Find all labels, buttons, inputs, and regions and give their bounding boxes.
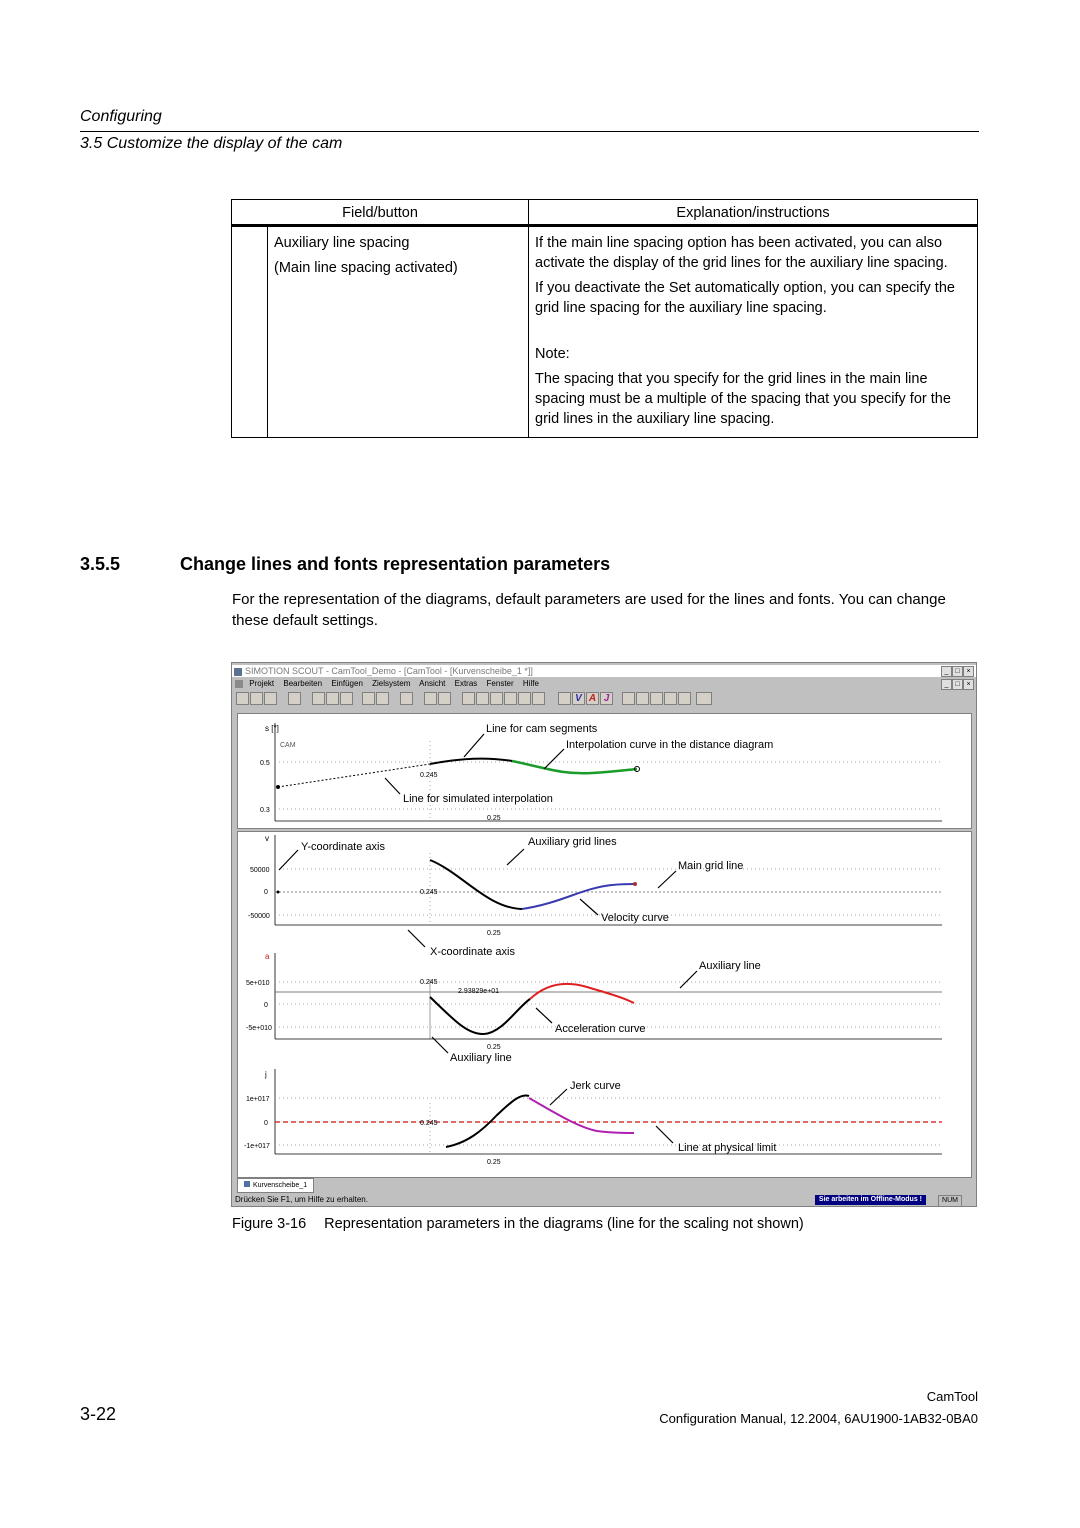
d4-ytick-bottom: -1e+017 bbox=[244, 1143, 270, 1150]
field-condition: (Main line spacing activated) bbox=[274, 260, 458, 276]
accel-view-icon[interactable]: A bbox=[586, 692, 599, 705]
arrow-icon bbox=[279, 850, 298, 870]
section-heading: 3.5 Customize the display of the cam bbox=[80, 135, 343, 152]
doc-maximize-icon[interactable]: □ bbox=[952, 679, 963, 690]
ann-cam-segments: Line for cam segments bbox=[486, 723, 598, 735]
d2-unit: v bbox=[265, 834, 269, 843]
tab-kurvenscheibe[interactable]: Kurvenscheibe_1 bbox=[237, 1178, 314, 1193]
window-title: SIMOTION SCOUT - CamTool_Demo - [CamTool - [Kurvenscheibe_1 *]] bbox=[245, 666, 533, 676]
d1-x-mark: 0.245 bbox=[420, 772, 438, 779]
offline-mode-indicator: Sie arbeiten im Offline-Modus ! bbox=[815, 1195, 926, 1205]
ann-velocity: Velocity curve bbox=[601, 912, 669, 924]
ann-physical-limit: Line at physical limit bbox=[678, 1142, 777, 1154]
ann-acceleration: Acceleration curve bbox=[555, 1023, 646, 1035]
velocity-curve-blue bbox=[522, 884, 635, 909]
menu-projekt[interactable]: Projekt bbox=[249, 679, 275, 688]
d2-x-tick: 0.25 bbox=[487, 930, 501, 937]
jerk-curve-black bbox=[446, 1095, 529, 1147]
arrow-icon bbox=[550, 1089, 567, 1105]
figure-caption bbox=[232, 1216, 804, 1232]
d2-end-point bbox=[633, 882, 637, 886]
d1-unit: s [°] bbox=[265, 724, 279, 733]
velocity-view-icon[interactable]: V bbox=[572, 692, 585, 705]
d4-x-mark: 0.245 bbox=[420, 1120, 438, 1127]
arrow-icon bbox=[536, 1008, 552, 1023]
velocity-curve-black bbox=[430, 860, 522, 909]
arrow-icon bbox=[464, 734, 484, 757]
arrow-icon bbox=[408, 930, 425, 947]
ann-main-grid: Main grid line bbox=[678, 860, 744, 872]
note-text: The spacing that you specify for the grid lines in the main line spacing must be a multiple of the spacing that you specify for the grid lines in the auxiliary line spacing. bbox=[535, 371, 951, 427]
arrow-icon bbox=[658, 871, 676, 888]
d4-ytick-top: 1e+017 bbox=[246, 1096, 270, 1103]
explanation-para-1: If the main line spacing option has been activated, you can also activate the display of the grid lines for the auxiliary line spacing. bbox=[535, 235, 948, 271]
d3-ytick-top: 5e+010 bbox=[246, 980, 270, 987]
d2-ytick-mid: 0 bbox=[264, 889, 268, 896]
arrow-icon bbox=[507, 849, 524, 865]
field-cell bbox=[268, 226, 529, 438]
num-lock-indicator: NUM bbox=[938, 1195, 962, 1207]
d1-cam-label: CAM bbox=[280, 742, 296, 749]
doc-minimize-icon[interactable]: _ bbox=[941, 679, 952, 690]
d3-ytick-bottom: -5e+010 bbox=[246, 1025, 272, 1032]
maximize-icon[interactable]: □ bbox=[952, 666, 963, 677]
footer-product: CamTool bbox=[926, 1389, 978, 1404]
field-name: Auxiliary line spacing bbox=[274, 235, 410, 251]
d2-x-mark: 0.245 bbox=[420, 889, 438, 896]
jerk-curve-purple bbox=[529, 1098, 634, 1133]
d1-ytick-top: 0.5 bbox=[260, 760, 270, 767]
col-header-explanation: Explanation/instructions bbox=[529, 200, 978, 226]
intro-paragraph: For the representation of the diagrams, default parameters are used for the lines and fonts. You can change these default settings. bbox=[232, 591, 946, 629]
arrow-icon bbox=[580, 899, 598, 915]
arrow-icon bbox=[544, 749, 564, 769]
menu-fenster[interactable]: Fenster bbox=[486, 679, 514, 688]
page-number: 3-22 bbox=[80, 1404, 117, 1424]
d1-start-point bbox=[276, 785, 280, 789]
distance-curve-green bbox=[512, 761, 637, 773]
camtool-screenshot bbox=[231, 662, 977, 1207]
menu-ansicht[interactable]: Ansicht bbox=[419, 679, 446, 688]
d3-line-value: 2.93829e+01 bbox=[458, 988, 500, 995]
menu-hilfe[interactable]: Hilfe bbox=[522, 679, 539, 688]
ann-simulated: Line for simulated interpolation bbox=[403, 793, 553, 805]
chapter-heading: Configuring bbox=[80, 108, 162, 125]
d2-ytick-top: 50000 bbox=[250, 867, 270, 874]
minimize-icon[interactable]: _ bbox=[941, 666, 952, 677]
d1-ytick-bottom: 0.3 bbox=[260, 807, 270, 814]
figure-caption-text: Representation parameters in the diagrams (line for the scaling not shown) bbox=[324, 1216, 804, 1232]
arrow-icon bbox=[432, 1037, 448, 1053]
arrow-icon bbox=[385, 778, 400, 794]
section-number: 3.5.5 bbox=[80, 554, 121, 574]
arrow-icon bbox=[680, 971, 697, 988]
section-title: Change lines and fonts representation parameters bbox=[180, 554, 611, 574]
col-header-field: Field/button bbox=[232, 200, 529, 226]
field-explanation-table bbox=[231, 199, 978, 438]
d3-ytick-mid: 0 bbox=[264, 1002, 268, 1009]
d2-start-point bbox=[277, 891, 280, 894]
indent-cell bbox=[232, 226, 268, 438]
explanation-cell bbox=[529, 226, 978, 438]
distance-curve-black bbox=[430, 759, 512, 764]
ann-aux-line-bottom: Auxiliary line bbox=[450, 1052, 512, 1064]
d4-ytick-mid: 0 bbox=[264, 1120, 268, 1127]
menu-einfuegen[interactable]: Einfügen bbox=[331, 679, 363, 688]
ann-jerk: Jerk curve bbox=[570, 1080, 621, 1092]
d2-ytick-bottom: -50000 bbox=[248, 913, 270, 920]
menu-bearbeiten[interactable]: Bearbeiten bbox=[283, 679, 323, 688]
d4-unit: j bbox=[265, 1070, 267, 1079]
jerk-view-icon[interactable]: J bbox=[600, 692, 613, 705]
figure-label: Figure 3-16 bbox=[232, 1216, 307, 1232]
ann-y-axis: Y-coordinate axis bbox=[301, 841, 385, 853]
diagrams-canvas bbox=[232, 663, 976, 1193]
d3-x-tick: 0.25 bbox=[487, 1044, 501, 1051]
ann-aux-grid: Auxiliary grid lines bbox=[528, 836, 617, 848]
d4-x-tick: 0.25 bbox=[487, 1159, 501, 1166]
d1-x-tick: 0.25 bbox=[487, 815, 501, 822]
arrow-icon bbox=[656, 1126, 673, 1143]
doc-close-icon[interactable]: × bbox=[963, 679, 974, 690]
close-icon[interactable]: × bbox=[963, 666, 974, 677]
status-help-text: Drücken Sie F1, um Hilfe zu erhalten. bbox=[235, 1195, 368, 1204]
ann-interp-curve: Interpolation curve in the distance diagram bbox=[566, 739, 774, 751]
ann-x-axis: X-coordinate axis bbox=[430, 946, 515, 958]
menu-zielsystem[interactable]: Zielsystem bbox=[372, 679, 411, 688]
footer-manual: Configuration Manual, 12.2004, 6AU1900-1AB32-0BA0 bbox=[659, 1411, 978, 1426]
d3-x-mark: 0.245 bbox=[420, 979, 438, 986]
tab-icon bbox=[244, 1181, 250, 1187]
menu-extras[interactable]: Extras bbox=[454, 679, 478, 688]
header-rule bbox=[80, 131, 979, 132]
acceleration-curve-red bbox=[530, 984, 634, 1003]
simulated-interpolation-line bbox=[278, 764, 430, 787]
explanation-para-2: If you deactivate the Set automatically option, you can specify the grid line spacing for the auxiliary line spacing. bbox=[535, 280, 955, 316]
acceleration-curve-black bbox=[430, 997, 530, 1034]
d3-unit: a bbox=[265, 952, 270, 961]
ann-aux-line-top: Auxiliary line bbox=[699, 960, 761, 972]
note-label: Note: bbox=[535, 346, 570, 362]
